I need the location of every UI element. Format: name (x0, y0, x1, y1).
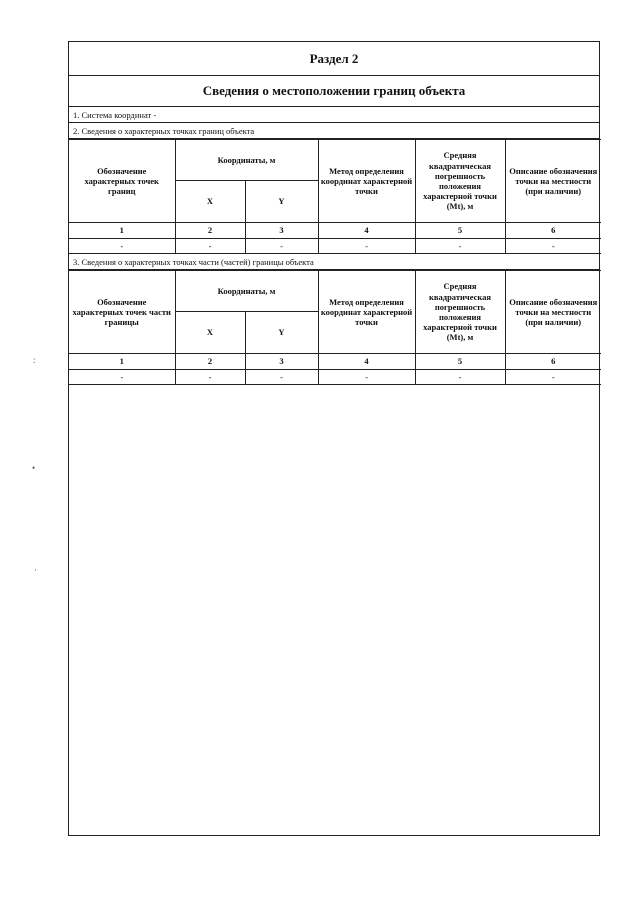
header-x: X (175, 181, 245, 223)
column-number: 1 (69, 354, 175, 370)
scan-speck: • (32, 463, 36, 473)
column-number: 3 (245, 354, 318, 370)
header-description: Описание обозначения точки на местности (при наличии) (505, 271, 601, 354)
cell-value: - (415, 370, 505, 385)
header-method: Метод определения координат характерной точки (318, 140, 415, 223)
header-error: Средняя квадратическая погрешность положения характерной точки (Mt), м (415, 140, 505, 223)
header-description: Описание обозначения точки на местности (при наличии) (505, 140, 601, 223)
column-number: 2 (175, 223, 245, 239)
column-number: 6 (505, 354, 601, 370)
header-x: X (175, 312, 245, 354)
section-heading: Раздел 2 (69, 42, 599, 76)
column-number: 1 (69, 223, 175, 239)
empty-area (69, 385, 599, 821)
column-number: 5 (415, 223, 505, 239)
header-designation: Обозначение характерных точек границ (69, 140, 175, 223)
cell-value: - (245, 370, 318, 385)
column-number: 5 (415, 354, 505, 370)
header-coordinates: Координаты, м (175, 271, 318, 312)
scan-speck: · (34, 565, 37, 575)
header-coordinates: Координаты, м (175, 140, 318, 181)
column-number-row (69, 354, 601, 370)
part-boundary-points-table (69, 270, 601, 385)
column-number: 3 (245, 223, 318, 239)
boundary-points-table (69, 139, 601, 254)
cell-value: - (505, 370, 601, 385)
header-error: Средняя квадратическая погрешность положения характерной точки (Mt), м (415, 271, 505, 354)
header-y: Y (245, 181, 318, 223)
header-y: Y (245, 312, 318, 354)
cell-value: - (505, 239, 601, 254)
document-title: Сведения о местоположении границ объекта (69, 76, 599, 107)
document-frame (68, 41, 600, 836)
coordinate-system-line: 1. Система координат - (69, 107, 599, 123)
table1-caption: 2. Сведения о характерных точках границ объекта (69, 123, 599, 139)
cell-value: - (175, 239, 245, 254)
column-number: 4 (318, 223, 415, 239)
column-number: 2 (175, 354, 245, 370)
table2-caption: 3. Сведения о характерных точках части (частей) границы объекта (69, 254, 599, 270)
column-number-row (69, 223, 601, 239)
table-row (69, 370, 601, 385)
cell-value: - (69, 370, 175, 385)
header-designation: Обозначение характерных точек части границы (69, 271, 175, 354)
cell-value: - (318, 239, 415, 254)
cell-value: - (69, 239, 175, 254)
scan-speck: : (33, 355, 36, 365)
column-number: 4 (318, 354, 415, 370)
cell-value: - (245, 239, 318, 254)
header-method: Метод определения координат характерной точки (318, 271, 415, 354)
column-number: 6 (505, 223, 601, 239)
cell-value: - (415, 239, 505, 254)
table-row (69, 239, 601, 254)
cell-value: - (318, 370, 415, 385)
cell-value: - (175, 370, 245, 385)
